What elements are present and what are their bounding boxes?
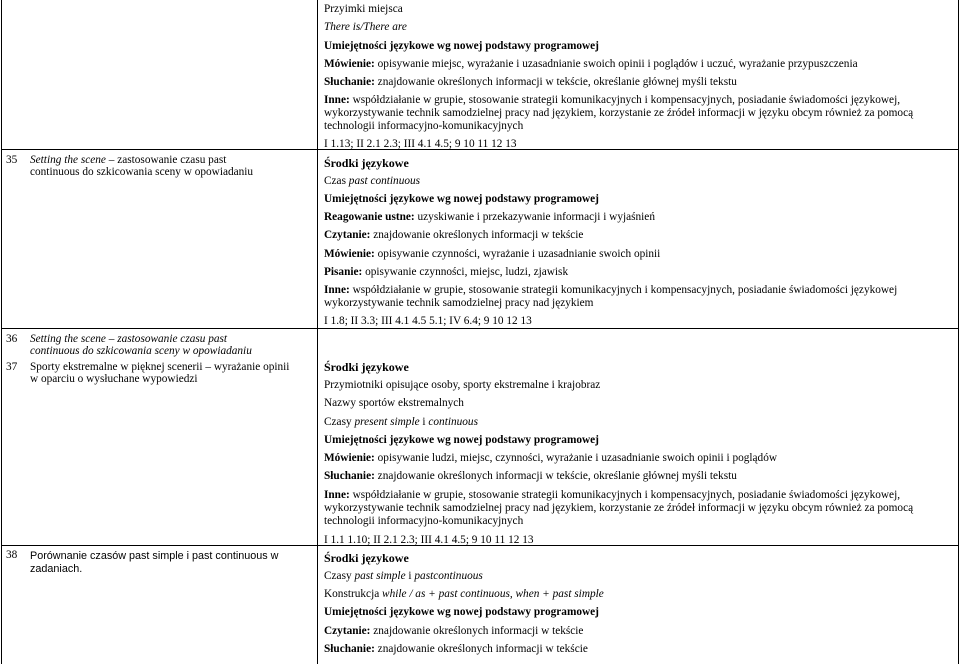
content-line: Słuchanie: znajdowanie określonych informacji w tekście: [324, 643, 588, 655]
lesson-topic: Setting the scene – zastosowanie czasu past continuous do szkicowania sceny w opowiadaniu: [30, 154, 254, 178]
content-line: Mówienie: opisywanie czynności, wyrażanie i uzasadnianie swoich opinii: [324, 248, 661, 260]
row-divider-36: [1, 328, 959, 329]
content-line: There is/There are: [324, 21, 407, 33]
curriculum-codes: I 1.1 1.10; II 2.1 2.3; III 4.1 4.5; 9 10 11 12 13: [324, 534, 534, 546]
content-line: Czytanie: znajdowanie określonych informacji w tekście: [324, 625, 584, 637]
section-heading: Umiejętności językowe wg nowej podstawy programowej: [324, 193, 599, 205]
table-column-divider: [317, 0, 318, 664]
section-heading: Umiejętności językowe wg nowej podstawy programowej: [324, 40, 599, 52]
section-heading: Środki językowe: [324, 156, 409, 170]
content-line: Czasy present simple i continuous: [324, 416, 478, 428]
content-line: Czasy past simple i pastcontinuous: [324, 570, 483, 582]
content-line: wykorzystywanie technik samodzielnej pracy nad językiem: [324, 297, 594, 309]
lesson-number: 38: [6, 549, 18, 561]
content-line: Mówienie: opisywanie ludzi, miejsc, czynności, wyrażanie i uzasadnianie swoich opinii i poglądów: [324, 452, 778, 464]
curriculum-codes: I 1.8; II 3.3; III 4.1 4.5 5.1; IV 6.4; 9 10 12 13: [324, 315, 532, 327]
content-line: Inne: współdziałanie w grupie, stosowanie strategii komunikacyjnych i kompensacyjnych, posiadanie świadomości językowej: [324, 284, 898, 296]
content-line: Przyimki miejsca: [324, 3, 403, 15]
content-line: wykorzystywanie technik samodzielnej pracy nad językiem, korzystanie ze źródeł informacji w języku obcym również za pomocą: [324, 107, 914, 119]
lesson-topic: Setting the scene – zastosowanie czasu past continuous do szkicowania sceny w opowiadaniu: [30, 333, 252, 357]
content-line: Inne: współdziałanie w grupie, stosowanie strategii komunikacyjnych i kompensacyjnych, posiadanie świadomości językowej,: [324, 94, 901, 106]
section-heading: Środki językowe: [324, 360, 409, 374]
content-line: Przymiotniki opisujące osoby, sporty ekstremalne i krajobraz: [324, 379, 601, 391]
content-line: Czas past continuous: [324, 175, 421, 187]
lesson-number: 37: [6, 361, 18, 373]
content-line: Słuchanie: znajdowanie określonych informacji w tekście, określanie głównej myśli tekstu: [324, 470, 737, 482]
table-border-right: [958, 0, 959, 664]
content-line: wykorzystywanie technik samodzielnej pracy nad językiem, korzystanie ze źródeł informacji w języku obcym również za pomocą: [324, 502, 914, 514]
content-line: technologii informacyjno-komunikacyjnych: [324, 120, 524, 132]
content-line: Czytanie: znajdowanie określonych informacji w tekście: [324, 229, 584, 241]
lesson-topic: Sporty ekstremalne w pięknej scenerii – wyrażanie opinii w oparciu o wysłuchane wypowiedzi: [30, 361, 290, 385]
table-border-left: [1, 0, 2, 664]
content-line: technologii informacyjno-komunikacyjnych: [324, 515, 524, 527]
content-line: Inne: współdziałanie w grupie, stosowanie strategii komunikacyjnych i kompensacyjnych, posiadanie świadomości językowej,: [324, 489, 901, 501]
curriculum-codes: I 1.13; II 2.1 2.3; III 4.1 4.5; 9 10 11 12 13: [324, 138, 517, 150]
content-line: Nazwy sportów ekstremalnych: [324, 397, 464, 409]
content-line: Pisanie: opisywanie czynności, miejsc, ludzi, zjawisk: [324, 266, 569, 278]
section-heading: Umiejętności językowe wg nowej podstawy programowej: [324, 606, 599, 618]
lesson-number: 36: [6, 333, 18, 345]
content-line: Reagowanie ustne: uzyskiwanie i przekazywanie informacji i wyjaśnień: [324, 211, 655, 223]
section-heading: Środki językowe: [324, 551, 409, 565]
lesson-topic: Porównanie czasów past simple i past continuous w zadaniach.: [30, 550, 279, 575]
content-line: Konstrukcja while / as + past continuous, when + past simple: [324, 588, 604, 600]
content-line: Mówienie: opisywanie miejsc, wyrażanie i uzasadnianie swoich opinii i poglądów i uczuć, wyrażanie przypuszczenia: [324, 58, 858, 70]
lesson-number: 35: [6, 154, 18, 166]
content-line: Słuchanie: znajdowanie określonych informacji w tekście, określanie głównej myśli tekstu: [324, 76, 737, 88]
section-heading: Umiejętności językowe wg nowej podstawy programowej: [324, 434, 599, 446]
